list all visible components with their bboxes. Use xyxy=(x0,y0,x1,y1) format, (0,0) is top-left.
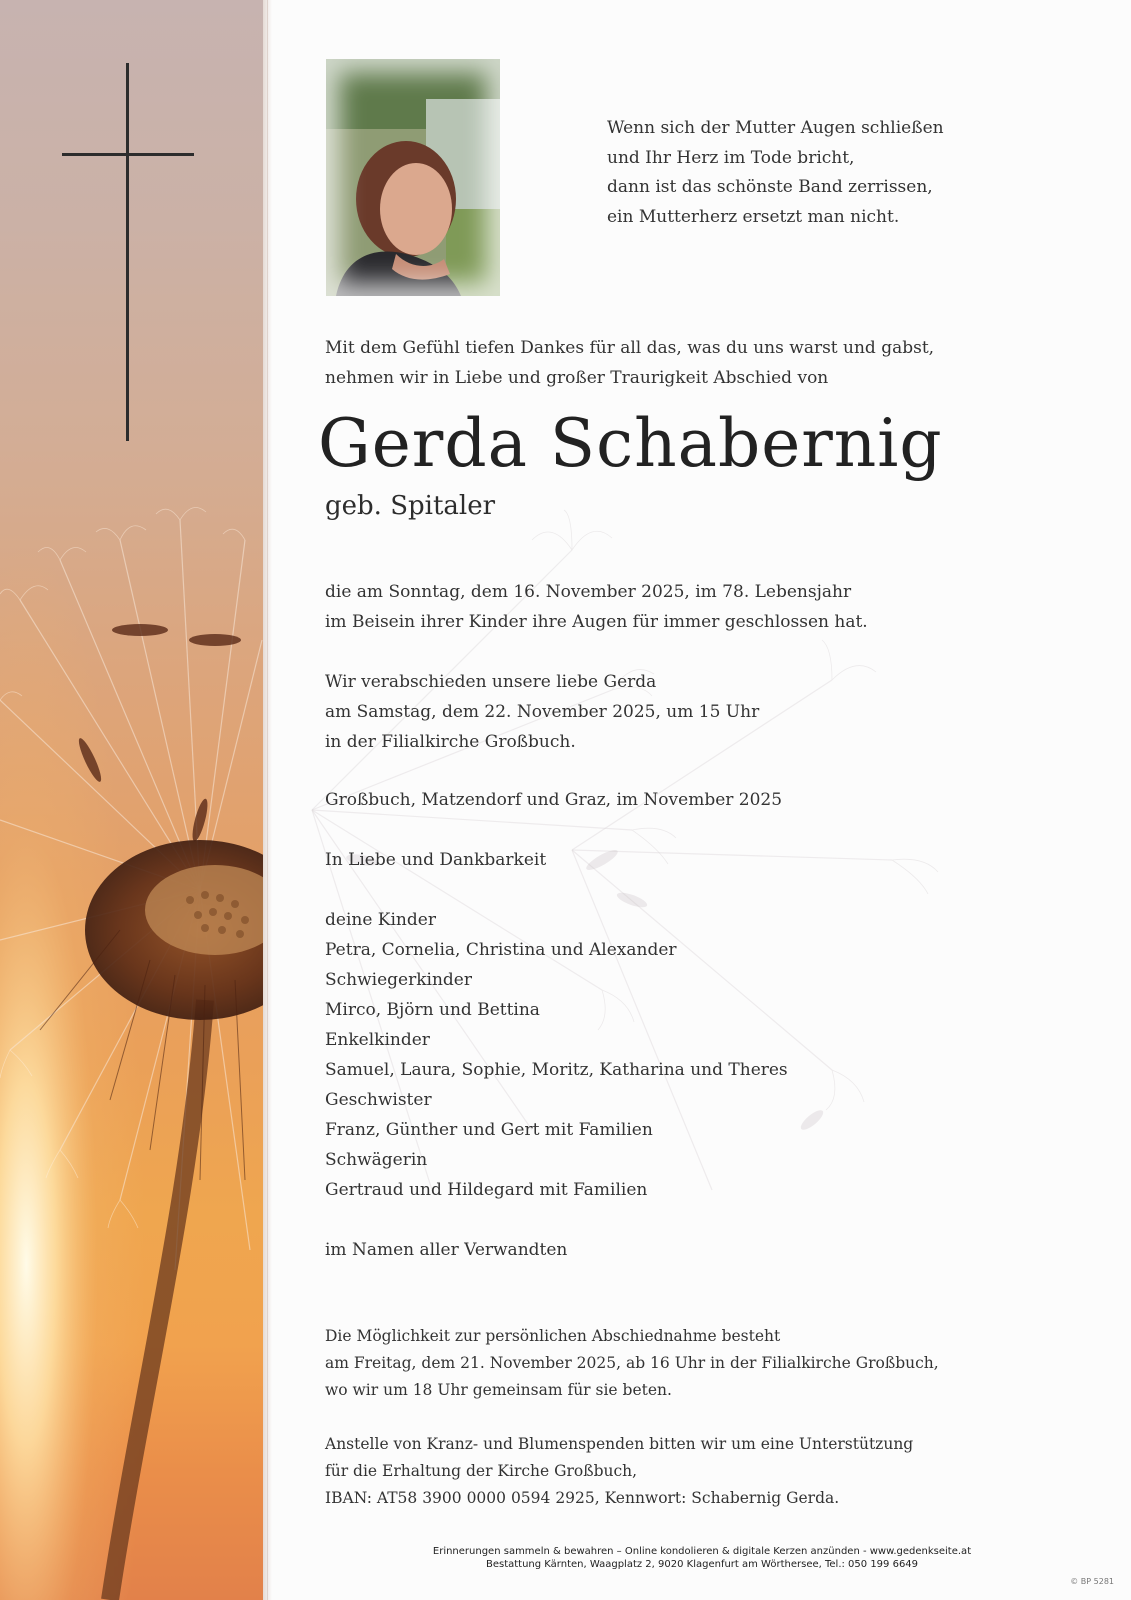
maiden-name: geb. Spitaler xyxy=(325,491,496,521)
poem-line: und Ihr Herz im Tode bricht, xyxy=(607,147,855,168)
intro-text xyxy=(325,333,934,393)
mourners-group-label: Schwiegerkinder xyxy=(325,970,472,990)
intro-line: nehmen wir in Liebe und großer Traurigkeit Abschied von xyxy=(325,368,829,388)
relatives-line: im Namen aller Verwandten xyxy=(325,1240,568,1260)
cross-icon xyxy=(62,63,194,441)
footer xyxy=(272,1545,1131,1571)
donation-line: für die Erhaltung der Kirche Großbuch, xyxy=(325,1462,638,1480)
footer-line: Bestattung Kärnten, Waagplatz 2, 9020 Klagenfurt am Wörthersee, Tel.: 050 199 6649 xyxy=(485,1559,919,1570)
decorative-side-panel xyxy=(0,0,263,1600)
gratitude-line: In Liebe und Dankbarkeit xyxy=(325,850,547,870)
viewing-info xyxy=(325,1323,939,1404)
mourners-names: Franz, Günther und Gert mit Familien xyxy=(325,1120,653,1140)
donation-info xyxy=(325,1431,913,1512)
deceased-name: Gerda Schabernig xyxy=(318,405,943,482)
viewing-line: am Freitag, dem 21. November 2025, ab 16 Uhr in der Filialkirche Großbuch, xyxy=(325,1354,939,1372)
mourners-names: Mirco, Björn und Bettina xyxy=(325,1000,540,1020)
mourners-names: Petra, Cornelia, Christina und Alexander xyxy=(325,940,677,960)
panel-edge-line xyxy=(267,0,268,1600)
farewell-details xyxy=(325,667,759,757)
document-code: © BP 5281 xyxy=(1070,1577,1114,1586)
donation-line: IBAN: AT58 3900 0000 0594 2925, Kennwort: Schabernig Gerda. xyxy=(325,1489,840,1507)
farewell-line: in der Filialkirche Großbuch. xyxy=(325,732,576,752)
mourners-names: Gertraud und Hildegard mit Familien xyxy=(325,1180,648,1200)
viewing-line: Die Möglichkeit zur persönlichen Abschiednahme besteht xyxy=(325,1327,781,1345)
footer-line: Erinnerungen sammeln & bewahren – Online kondolieren & digitale Kerzen anzünden - www.gedenkseite.at xyxy=(432,1546,972,1557)
poem-line: Wenn sich der Mutter Augen schließen xyxy=(607,118,944,138)
poem-line: dann ist das schönste Band zerrissen, xyxy=(607,177,933,197)
mourners-group-label: Schwägerin xyxy=(325,1150,428,1170)
mourners-group-label: Geschwister xyxy=(325,1090,432,1110)
mourners-group-label: deine Kinder xyxy=(325,910,436,930)
farewell-line: am Samstag, dem 22. November 2025, um 15 Uhr xyxy=(325,702,760,722)
poem-line: ein Mutterherz ersetzt man nicht. xyxy=(607,206,900,227)
viewing-line: wo wir um 18 Uhr gemeinsam für sie beten. xyxy=(325,1381,672,1399)
farewell-line: Wir verabschieden unsere liebe Gerda xyxy=(325,672,657,692)
portrait-photo xyxy=(326,59,500,296)
intro-line: Mit dem Gefühl tiefen Dankes für all das, was du uns warst und gabst, xyxy=(325,338,935,358)
mourners-list xyxy=(325,905,788,1205)
poem xyxy=(607,114,944,232)
mourners-names: Samuel, Laura, Sophie, Moritz, Katharina und Theres xyxy=(325,1060,788,1080)
mourners-group-label: Enkelkinder xyxy=(325,1030,430,1050)
place-date: Großbuch, Matzendorf und Graz, im November 2025 xyxy=(325,790,783,810)
death-notice-line: im Beisein ihrer Kinder ihre Augen für immer geschlossen hat. xyxy=(325,612,868,632)
death-notice-line: die am Sonntag, dem 16. November 2025, im 78. Lebensjahr xyxy=(325,582,852,602)
death-notice xyxy=(325,577,868,637)
donation-line: Anstelle von Kranz- und Blumenspenden bitten wir um eine Unterstützung xyxy=(325,1435,914,1453)
